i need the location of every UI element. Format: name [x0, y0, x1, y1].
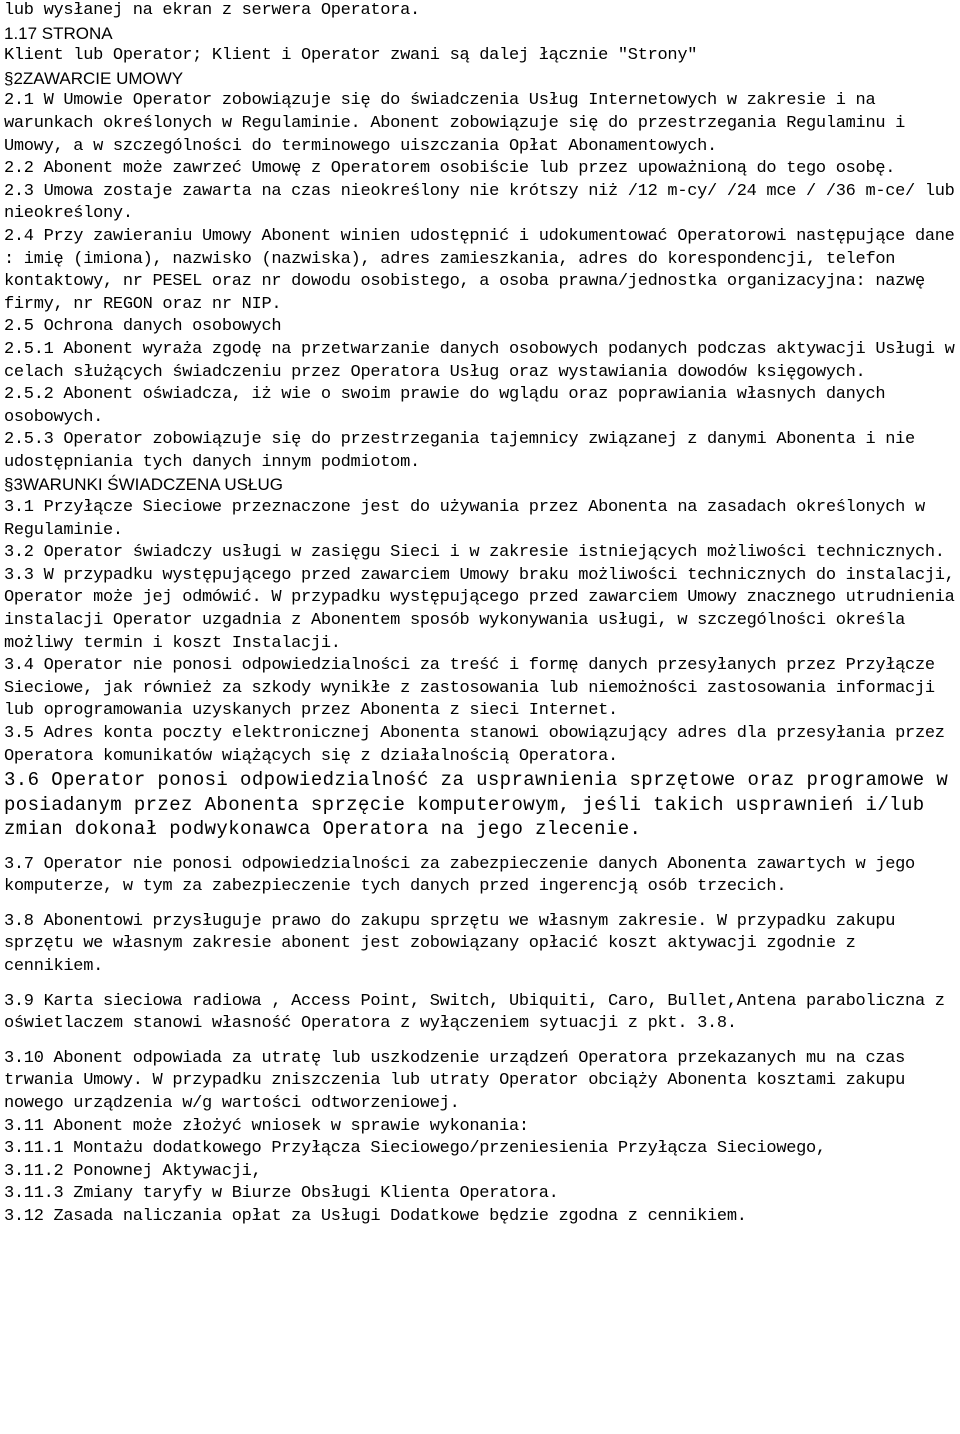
paragraph-3-6: 3.6 Operator ponosi odpowiedzialność za usprawnienia sprzętowe oraz programowe w posiadanym przez Abonenta sprzęcie komputerowym, jeśli takich usprawnień i/lub zmian dokonał podwykonawca Operatora na jego zlecenie.: [4, 769, 949, 841]
paragraph-2-4: 2.4 Przy zawieraniu Umowy Abonent winien udostępnić i udokumentować Operatorowi następujące dane : imię (imiona), nazwisko (nazwiska), adres zamieszkania, adres do korespondencji, telefon kontaktowy, nr PESEL oraz nr dowodu osobistego, a osoba prawna/jednostka organizacyjna: nazwę firmy, nr REGON oraz nr NIP.: [4, 226, 955, 314]
paragraph-3-11: 3.11 Abonent może złożyć wniosek w sprawie wykonania:: [4, 1116, 529, 1136]
paragraph-3-1: 3.1 Przyłącze Sieciowe przeznaczone jest do używania przez Abonenta na zasadach określonych w Regulaminie.: [4, 498, 925, 540]
paragraph-intro-line: lub wysłanej na ekran z serwera Operatora.: [4, 1, 420, 20]
paragraph-2-1: 2.1 W Umowie Operator zobowiązuje się do świadczenia Usług Internetowych w zakresie i na warunkach określonych w Regulaminie. Abonent zobowiązuje się do przestrzegania Regulaminu i Umowy, a w szczególności do terminowego uiszczania Opłat Abonamentowych.: [4, 91, 906, 156]
paragraph-2-3: 2.3 Umowa zostaje zawarta na czas nieokreślony nie krótszy niż /12 m-cy/ /24 mce / /36 m-ce/ lub nieokreślony.: [4, 181, 955, 224]
paragraph-strony-definition: Klient lub Operator; Klient i Operator zwani są dalej łącznie "Strony": [4, 46, 698, 66]
paragraph-3-8: 3.8 Abonentowi przysługuje prawo do zakupu sprzętu we własnym zakresie. W przypadku zakupu sprzętu we własnym zakresie abonent jest zobowiązany opłacić koszt aktywacji zgodnie z cennikiem.: [4, 911, 896, 977]
section-heading-strona: 1.17 STRONA: [4, 23, 113, 43]
paragraph-3-2-3-3: 3.2 Operator świadczy usługi w zasięgu Sieci i w zakresie istniejących możliwości technicznych. 3.3 W przypadku występującego przed zawarciem Umowy braku możliwości technicznych do instalacji, Operator może jej odmówić. W przypadku występującego przed zawarciem Umowy znacznego utrudnienia instalacji Operator uzgadnia z Abonentem sposób wykonywania usługi, w szczególności określa możliwy termin i koszt Instalacji.: [4, 543, 955, 653]
paragraph-3-11-1: 3.11.1 Montażu dodatkowego Przyłącza Sieciowego/przeniesienia Przyłącza Sieciowego,: [4, 1139, 826, 1159]
paragraph-2-5-3: 2.5.3 Operator zobowiązuje się do przestrzegania tajemnicy związanej z danymi Abonenta i nie udostępniania tych danych innym podmiotom.: [4, 430, 915, 472]
paragraph-3-12: 3.12 Zasada naliczania opłat za Usługi Dodatkowe będzie zgodna z cennikiem.: [4, 1207, 747, 1226]
paragraph-2-2: 2.2 Abonent może zawrzeć Umowę z Operatorem osobiście lub przez upoważnioną do tego osobę.: [4, 159, 896, 179]
paragraph-3-9: 3.9 Karta sieciowa radiowa , Access Point, Switch, Ubiquiti, Caro, Bullet,Antena paraboliczna z oświetlaczem stanowi własność Operatora z wyłączeniem sytuacji z pkt. 3.8.: [4, 991, 945, 1034]
paragraph-3-10: 3.10 Abonent odpowiada za utratę lub uszkodzenie urządzeń Operatora przekazanych mu na czas trwania Umowy. W przypadku zniszczenia lub utraty Operator obciąży Abonenta kosztami zakupu nowego urządzenia w/g wartości odtworzeniowej.: [4, 1048, 906, 1114]
paragraph-3-11-2: 3.11.2 Ponownej Aktywacji,: [4, 1161, 262, 1181]
section-heading-zawarcie-umowy: §2ZAWARCIE UMOWY: [4, 68, 184, 88]
paragraph-3-7: 3.7 Operator nie ponosi odpowiedzialności za zabezpieczenie danych Abonenta zawartych w jego komputerze, w tym za zabezpieczenie tych danych przed ingerencją osób trzecich.: [4, 854, 915, 897]
paragraph-3-11-3: 3.11.3 Zmiany taryfy w Biurze Obsługi Klienta Operatora.: [4, 1184, 559, 1204]
section-heading-warunki: §3WARUNKI ŚWIADCZENA USŁUG: [4, 475, 283, 495]
paragraph-2-5-2: 2.5.2 Abonent oświadcza, iż wie o swoim prawie do wglądu oraz poprawiania własnych danych osobowych.: [4, 385, 886, 427]
paragraph-2-5-1: 2.5.1 Abonent wyraża zgodę na przetwarzanie danych osobowych podanych podczas aktywacji Usługi w celach służących świadczeniu przez Operatora Usług oraz wystawiania dowodów księgowych.: [4, 339, 955, 382]
paragraph-3-5: 3.5 Adres konta poczty elektronicznej Abonenta stanowi obowiązujący adres dla przesyłania przez Operatora komunikatów wiążących się z działalnością Operatora.: [4, 724, 945, 766]
paragraph-2-5: 2.5 Ochrona danych osobowych: [4, 317, 282, 337]
paragraph-3-4: 3.4 Operator nie ponosi odpowiedzialności za treść i formę danych przesyłanych przez Przyłącze Sieciowe, jak również za szkody wynikłe z zastosowania lub niemożności zastosowania informacji lub oprogramowania uzyskanych przez Abonenta z sieci Internet.: [4, 656, 935, 721]
